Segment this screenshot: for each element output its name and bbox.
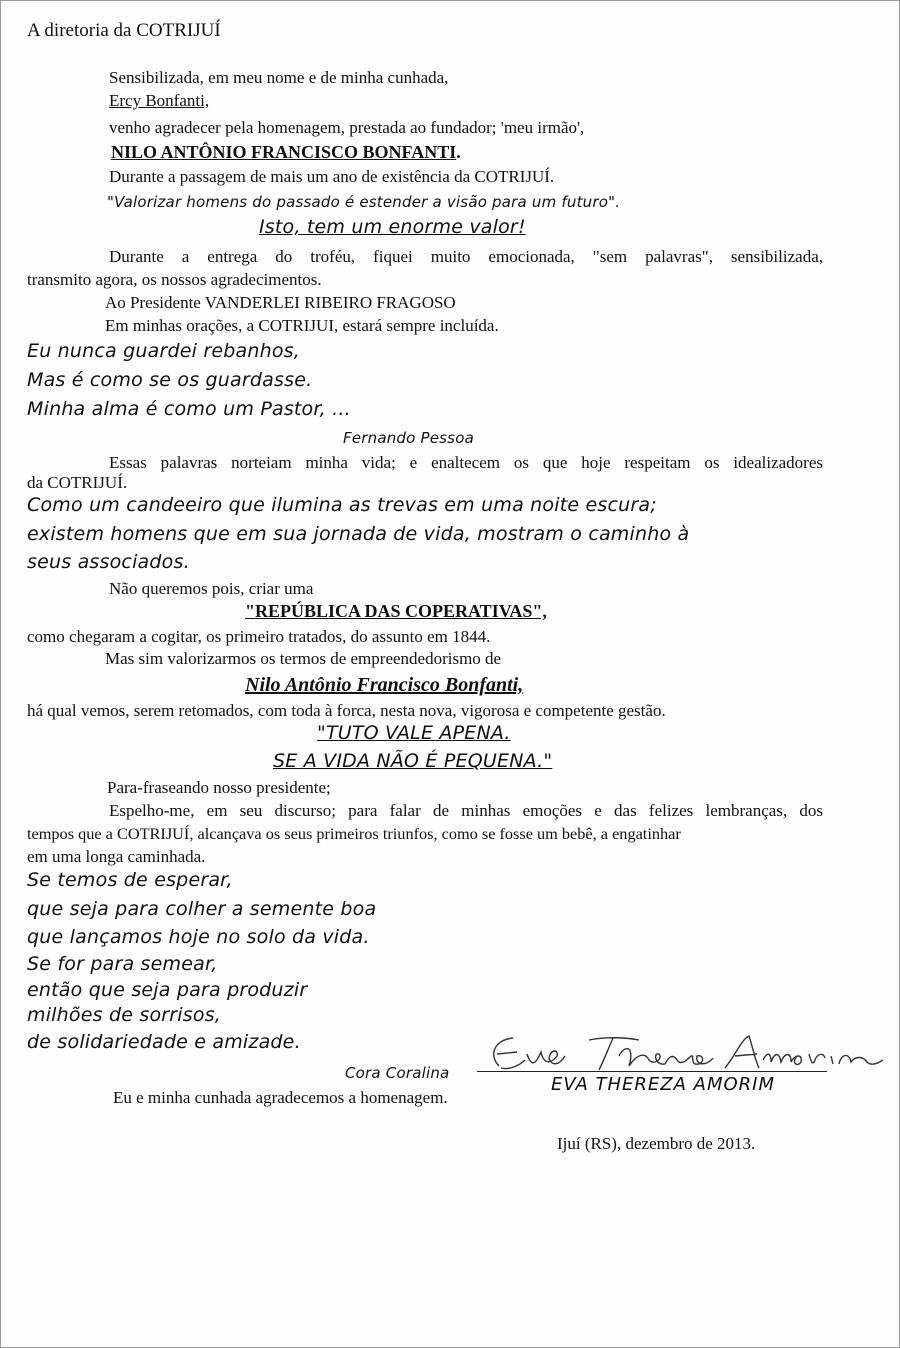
president-line: Ao Presidente VANDERLEI RIBEIRO FRAGOSO (105, 293, 456, 312)
founder-name-caps: NILO ANTÔNIO FRANCISCO BONFANTI. (111, 142, 461, 162)
poem-line: Se for para semear, (27, 953, 218, 975)
quote-line: SE A VIDA NÃO É PEQUENA." (273, 750, 553, 772)
handwritten-line: existem homens que em sua jornada de vida, mostram o caminho à (27, 523, 690, 545)
paragraph-line: Espelho-me, em seu discurso; para falar de minhas emoções e das felizes lembranças, dos (109, 801, 823, 820)
paragraph-line: em uma longa caminhada. (27, 847, 206, 866)
paragraph-line: Sensibilizada, em meu nome e de minha cunhada, (109, 68, 449, 87)
paragraph-line: Em minhas orações, a COTRIJUI, estará sempre incluída. (105, 316, 499, 335)
paragraph-line: há qual vemos, serem retomados, com toda à forca, nesta nova, vigorosa e competente gestão. (27, 701, 666, 720)
signature-line (477, 1071, 827, 1072)
value-statement: Isto, tem um enorme valor! (259, 216, 526, 238)
paragraph-line: Essas palavras norteiam minha vida; e enaltecem os que hoje respeitam os idealizadores (109, 453, 823, 472)
founder-name-italic: Nilo Antônio Francisco Bonfanti, (245, 674, 524, 696)
closing-thanks: Eu e minha cunhada agradecemos a homenagem. (113, 1088, 448, 1107)
poem-line: então que seja para produzir (27, 979, 308, 1001)
place-date: Ijuí (RS), dezembro de 2013. (557, 1134, 756, 1153)
poem-line: Mas é como se os guardasse. (27, 369, 313, 391)
poem-line: Se temos de esperar, (27, 869, 233, 891)
paragraph-line: venho agradecer pela homenagem, prestada ao fundador; 'meu irmão', (109, 118, 585, 137)
paragraph-line: Durante a passagem de mais um ano de existência da COTRIJUÍ. (109, 167, 555, 186)
handwritten-line: Como um candeeiro que ilumina as trevas em uma noite escura; (27, 494, 657, 516)
paragraph-line: como chegaram a cogitar, os primeiro tratados, do assunto em 1844. (27, 627, 491, 646)
quote-future: "Valorizar homens do passado é estender a visão para um futuro". (107, 193, 621, 211)
poem-author: Fernando Pessoa (343, 429, 474, 447)
paragraph-line: Não queremos pois, criar uma (109, 579, 314, 598)
signature-name: EVA THEREZA AMORIM (551, 1074, 776, 1095)
paragraph-line: Durante a entrega do troféu, fiquei muito emocionada, "sem palavras", sensibilizada, (109, 247, 823, 266)
quote-line: "TUTO VALE APENA. (317, 722, 511, 744)
poem-line: que seja para colher a semente boa (27, 898, 377, 920)
paragraph-line: Mas sim valorizarmos os termos de empreendedorismo de (105, 649, 502, 668)
poem-line: Minha alma é como um Pastor, ... (27, 398, 351, 420)
republic-title: "REPÚBLICA DAS COPERATIVAS", (245, 601, 547, 621)
handwritten-line: seus associados. (27, 551, 190, 573)
poem-line: Eu nunca guardei rebanhos, (27, 340, 301, 362)
paragraph-line: tempos que a COTRIJUÍ, alcançava os seus primeiros triunfos, como se fosse um bebê, a engatinhar (27, 824, 681, 843)
paragraph-line: da COTRIJUÍ. (27, 473, 128, 492)
letter-heading: A diretoria da COTRIJUÍ (27, 20, 221, 41)
poem-author: Cora Coralina (345, 1064, 450, 1082)
paragraph-line: Para-fraseando nosso presidente; (107, 778, 331, 797)
poem-line: de solidariedade e amizade. (27, 1031, 301, 1053)
poem-line: milhões de sorrisos, (27, 1004, 222, 1026)
poem-line: que lançamos hoje no solo da vida. (27, 926, 370, 948)
sister-in-law-name: Ercy Bonfanti, (109, 91, 210, 110)
paragraph-line: transmito agora, os nossos agradecimentos. (27, 270, 322, 289)
